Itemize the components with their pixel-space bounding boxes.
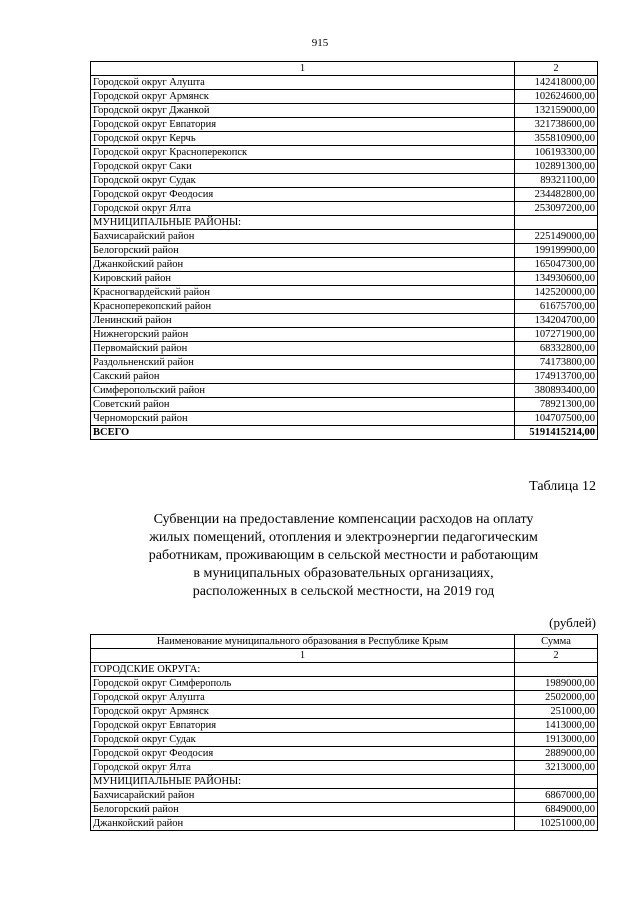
subsidy-table-continued <box>90 61 598 440</box>
amount-value <box>515 775 598 789</box>
table-row <box>91 733 598 747</box>
table-row <box>91 76 598 90</box>
amount-value: 107271900,00 <box>515 328 598 342</box>
column-header-row <box>91 635 598 649</box>
municipality-name: Городской округ Джанкой <box>91 104 515 118</box>
municipality-name: Белогорский район <box>91 803 515 817</box>
column-number-row <box>91 62 598 76</box>
municipality-name: Ленинский район <box>91 314 515 328</box>
table-row <box>91 300 598 314</box>
amount-value: 78921300,00 <box>515 398 598 412</box>
municipality-name: Городской округ Алушта <box>91 76 515 90</box>
table-row <box>91 691 598 705</box>
table-row <box>91 384 598 398</box>
amount-value: 225149000,00 <box>515 230 598 244</box>
amount-value: 199199900,00 <box>515 244 598 258</box>
municipality-name: Советский район <box>91 398 515 412</box>
municipality-name: Нижнегорский район <box>91 328 515 342</box>
amount-value: 165047300,00 <box>515 258 598 272</box>
table-row <box>91 314 598 328</box>
municipality-name: Городской округ Красноперекопск <box>91 146 515 160</box>
table-row <box>91 817 598 831</box>
table-row <box>91 663 598 677</box>
amount-value: 134204700,00 <box>515 314 598 328</box>
table-row <box>91 803 598 817</box>
table-row <box>91 356 598 370</box>
table-row <box>91 719 598 733</box>
municipality-name: Городской округ Армянск <box>91 90 515 104</box>
table-row <box>91 761 598 775</box>
municipality-name: Городской округ Армянск <box>91 705 515 719</box>
municipality-name: Городской округ Алушта <box>91 691 515 705</box>
table-row <box>91 146 598 160</box>
municipality-name: Раздольненский район <box>91 356 515 370</box>
municipality-name: Красногвардейский район <box>91 286 515 300</box>
amount-value: 104707500,00 <box>515 412 598 426</box>
municipality-name: Городской округ Ялта <box>91 761 515 775</box>
amount-value: 6849000,00 <box>515 803 598 817</box>
municipality-name: Городской округ Симферополь <box>91 677 515 691</box>
amount-value: 2502000,00 <box>515 691 598 705</box>
column-header-municipality: Наименование муниципального образования в Республике Крым <box>91 635 515 649</box>
amount-value: 89321100,00 <box>515 174 598 188</box>
municipality-name: Красноперекопский район <box>91 300 515 314</box>
amount-value: 102891300,00 <box>515 160 598 174</box>
amount-value: 68332800,00 <box>515 342 598 356</box>
amount-value: 251000,00 <box>515 705 598 719</box>
municipality-name: Городской округ Евпатория <box>91 719 515 733</box>
amount-value: 106193300,00 <box>515 146 598 160</box>
amount-value: 132159000,00 <box>515 104 598 118</box>
table-row <box>91 775 598 789</box>
amount-value: 61675700,00 <box>515 300 598 314</box>
amount-value: 10251000,00 <box>515 817 598 831</box>
page-number: 915 <box>311 37 329 49</box>
amount-value: 174913700,00 <box>515 370 598 384</box>
municipality-name: Городской округ Судак <box>91 174 515 188</box>
table-number: Таблица 12 <box>529 479 596 494</box>
amount-value: 74173800,00 <box>515 356 598 370</box>
municipality-name: Городской округ Евпатория <box>91 118 515 132</box>
amount-value: 102624600,00 <box>515 90 598 104</box>
table-row <box>91 118 598 132</box>
caption-line: работникам, проживающим в сельской местности и работающим <box>148 548 539 563</box>
column-header-amount: Сумма <box>515 635 598 649</box>
amount-value: 1413000,00 <box>515 719 598 733</box>
municipality-name: Первомайский район <box>91 342 515 356</box>
table-row <box>91 789 598 803</box>
municipality-name: Джанкойский район <box>91 258 515 272</box>
table-row <box>91 258 598 272</box>
amount-value: 321738600,00 <box>515 118 598 132</box>
compensation-subsidy-table <box>90 634 598 831</box>
amount-value: 142520000,00 <box>515 286 598 300</box>
column-number-1: 1 <box>91 649 515 663</box>
amount-value: 234482800,00 <box>515 188 598 202</box>
municipality-name: Городской округ Саки <box>91 160 515 174</box>
column-number-2: 2 <box>515 649 598 663</box>
table-row <box>91 677 598 691</box>
table-caption <box>90 511 597 601</box>
municipality-name: Кировский район <box>91 272 515 286</box>
table-row <box>91 202 598 216</box>
total-label: ВСЕГО <box>91 426 515 440</box>
caption-line: Субвенции на предоставление компенсации расходов на оплату <box>153 512 534 527</box>
municipality-name: МУНИЦИПАЛЬНЫЕ РАЙОНЫ: <box>91 216 515 230</box>
municipality-name: Бахчисарайский район <box>91 789 515 803</box>
municipality-name: МУНИЦИПАЛЬНЫЕ РАЙОНЫ: <box>91 775 515 789</box>
table-row <box>91 286 598 300</box>
table-row <box>91 244 598 258</box>
municipality-name: Белогорский район <box>91 244 515 258</box>
amount-value <box>515 663 598 677</box>
municipality-name: Черноморский район <box>91 412 515 426</box>
caption-line: в муниципальных образовательных организациях, <box>193 566 494 581</box>
table-row <box>91 216 598 230</box>
municipality-name: Джанкойский район <box>91 817 515 831</box>
total-row <box>91 426 598 440</box>
caption-line: жилых помещений, отопления и электроэнергии педагогическим <box>149 530 538 545</box>
amount-value: 380893400,00 <box>515 384 598 398</box>
table-row <box>91 230 598 244</box>
table-row <box>91 272 598 286</box>
municipality-name: Городской округ Судак <box>91 733 515 747</box>
table-row <box>91 747 598 761</box>
amount-value: 1989000,00 <box>515 677 598 691</box>
table-row <box>91 132 598 146</box>
amount-value: 2889000,00 <box>515 747 598 761</box>
amount-value: 134930600,00 <box>515 272 598 286</box>
table-row <box>91 370 598 384</box>
table-row <box>91 90 598 104</box>
amount-value: 6867000,00 <box>515 789 598 803</box>
municipality-name: Симферопольский район <box>91 384 515 398</box>
column-number-2: 2 <box>515 62 598 76</box>
amount-value: 1913000,00 <box>515 733 598 747</box>
municipality-name: Городской округ Феодосия <box>91 747 515 761</box>
total-value: 5191415214,00 <box>515 426 598 440</box>
caption-line: расположенных в сельской местности, на 2019 год <box>192 584 495 599</box>
column-number-row <box>91 649 598 663</box>
municipality-name: ГОРОДСКИЕ ОКРУГА: <box>91 663 515 677</box>
table-row <box>91 328 598 342</box>
table-row <box>91 104 598 118</box>
municipality-name: Бахчисарайский район <box>91 230 515 244</box>
table-row <box>91 188 598 202</box>
table-row <box>91 174 598 188</box>
municipality-name: Городской округ Керчь <box>91 132 515 146</box>
municipality-name: Городской округ Ялта <box>91 202 515 216</box>
municipality-name: Городской округ Феодосия <box>91 188 515 202</box>
amount-value <box>515 216 598 230</box>
municipality-name: Сакский район <box>91 370 515 384</box>
amount-value: 253097200,00 <box>515 202 598 216</box>
table-row <box>91 412 598 426</box>
table-row <box>91 342 598 356</box>
column-number-1: 1 <box>91 62 515 76</box>
amount-value: 3213000,00 <box>515 761 598 775</box>
amount-value: 142418000,00 <box>515 76 598 90</box>
table-row <box>91 398 598 412</box>
amount-value: 355810900,00 <box>515 132 598 146</box>
table-row <box>91 160 598 174</box>
unit-note: (рублей) <box>549 615 596 630</box>
table-row <box>91 705 598 719</box>
